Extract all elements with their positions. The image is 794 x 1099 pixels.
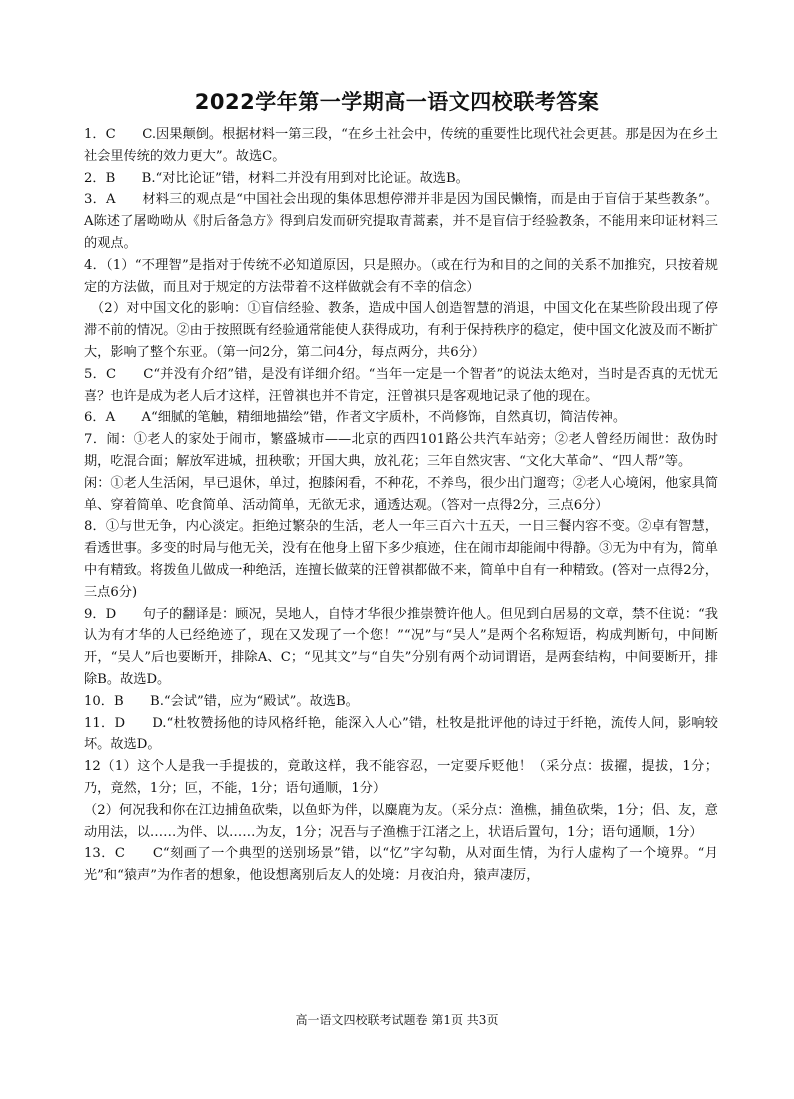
answer-paragraph: （2）对中国文化的影响：①盲信经验、教条，造成中国人创造智慧的消退，中国文化在某些阶段出现了停滞不前的情况。②由于按照既有经验通常能使人获得成功，有利于保持秩序的稳定，使中国文化波及而不断扩大，影响了整个东亚。（第一问2分，第二问4分，每点两分，共6分）: [84, 301, 718, 360]
answer-paragraph: 闲：①老人生活闲，早已退休，单过，抱膝闲看，不种花，不养鸟，很少出门遛弯；②老人心境闲，他家具简单、穿着简单、吃食简单、活动简单，无欲无求，通透达观。（答对一点得2分，三点6分）: [84, 475, 718, 513]
answer-paragraph: 9．D 句子的翻译是：顾况，吴地人，自恃才华很少推崇赞许他人。但见到白居易的文章，禁不住说：“我认为有才华的人已经绝迹了，现在又发现了一个您！”“况”与“吴人”是两个名称短语，构成判断句，中间断开，“吴人”后也要断开，排除A、C；“见其文”与“自失”分别有两个动词谓语，是两套结构，中间要断开，排除B。故选D。: [84, 606, 718, 687]
answer-paragraph: 6．A A“细腻的笔触，精细地描绘”错，作者文字质朴，不尚修饰，自然真切，简洁传神。: [84, 410, 627, 426]
answer-content: [84, 124, 718, 887]
answer-paragraph: 4．（1）“不理智”是指对于传统不必知道原因，只是照办。（或在行为和目的之间的关系不加推究，只按着规定的方法做，而且对于规定的方法带着不这样做就会有不幸的信念）: [84, 257, 718, 295]
answer-paragraph: 2．B B.“对比论证”错，材料二并没有用到对比论证。故选B。: [84, 170, 469, 186]
answer-paragraph: 3．A 材料三的观点是“中国社会出现的集体思想停滞并非是因为国民懒惰，而是由于盲信于某些教条”。A陈述了屠呦呦从《肘后备急方》得到启发而研究提取青蒿素，并不是盲信于经验教条，不能用来印证材料三的观点。: [84, 192, 718, 251]
page-footer: 高一语文四校联考试题卷 第1页 共3页: [295, 1013, 499, 1027]
document-title: 2022学年第一学期高一语文四校联考答案: [194, 90, 600, 114]
answer-paragraph: （2）何况我和你在江边捕鱼砍柴，以鱼虾为伴，以麋鹿为友。（采分点：渔樵，捕鱼砍柴，1分；侣、友，意动用法，以……为伴、以……为友，1分；况吾与子渔樵于江渚之上，状语后置句，1分；语句通顺，1分）: [84, 802, 718, 840]
answer-paragraph: 12（1）这个人是我一手提拔的，竟敢这样，我不能容忍，一定要斥贬他！（采分点：拔擢，提拔，1分；乃，竟然，1分；叵，不能，1分；语句通顺，1分）: [84, 759, 718, 796]
answer-paragraph: 11．D D.“杜牧赞扬他的诗风格纤艳，能深入人心”错，杜牧是批评他的诗过于纤艳，流传人间，影响较坏。故选D。: [84, 715, 718, 753]
answer-paragraph: 13．C C“刻画了一个典型的送别场景”错，以“忆”字勾勒，从对面生情，为行人虚构了一个境界。“月光”和“猿声”为作者的想象，他设想离别后友人的处境：月夜泊舟，猿声凄厉，: [84, 846, 718, 884]
answer-paragraph: 1．C C.因果颠倒。根据材料一第三段，“在乡土社会中，传统的重要性比现代社会更甚。那是因为在乡土社会里传统的效力更大”。故选C。: [84, 127, 718, 164]
answer-paragraph: 5．C C“并没有介绍”错，是没有详细介绍。“当年一定是一个智者”的说法太绝对，当时是否真的无忧无喜？也许是成为老人后才这样，汪曾祺也并不肯定，汪曾祺只是客观地记录了他的现在。: [84, 366, 718, 404]
answer-paragraph: 7．闹：①老人的家处于闹市，繁盛城市——北京的西四101路公共汽车站旁；②老人曾经历闹世：敌伪时期，吃混合面；解放军进城，扭秧歌；开国大典，放礼花；三年自然灾害、“文化大革命”、“四人帮”等。: [84, 432, 718, 469]
answer-paragraph: 8．①与世无争，内心淡定。拒绝过繁杂的生活，老人一年三百六十五天，一日三餐内容不变。②卓有智慧，看透世事。多变的时局与他无关，没有在他身上留下多少痕迹，住在闹市却能闹中得静。③无为中有为，简单中有精致。将拨鱼儿做成一种绝活，连擅长做菜的汪曾祺都做不来，简单中自有一种精致。(答对一点得2分，三点6分): [84, 519, 718, 600]
answer-paragraph: 10．B B.“会试”错，应为“殿试”。故选B。: [84, 693, 359, 709]
